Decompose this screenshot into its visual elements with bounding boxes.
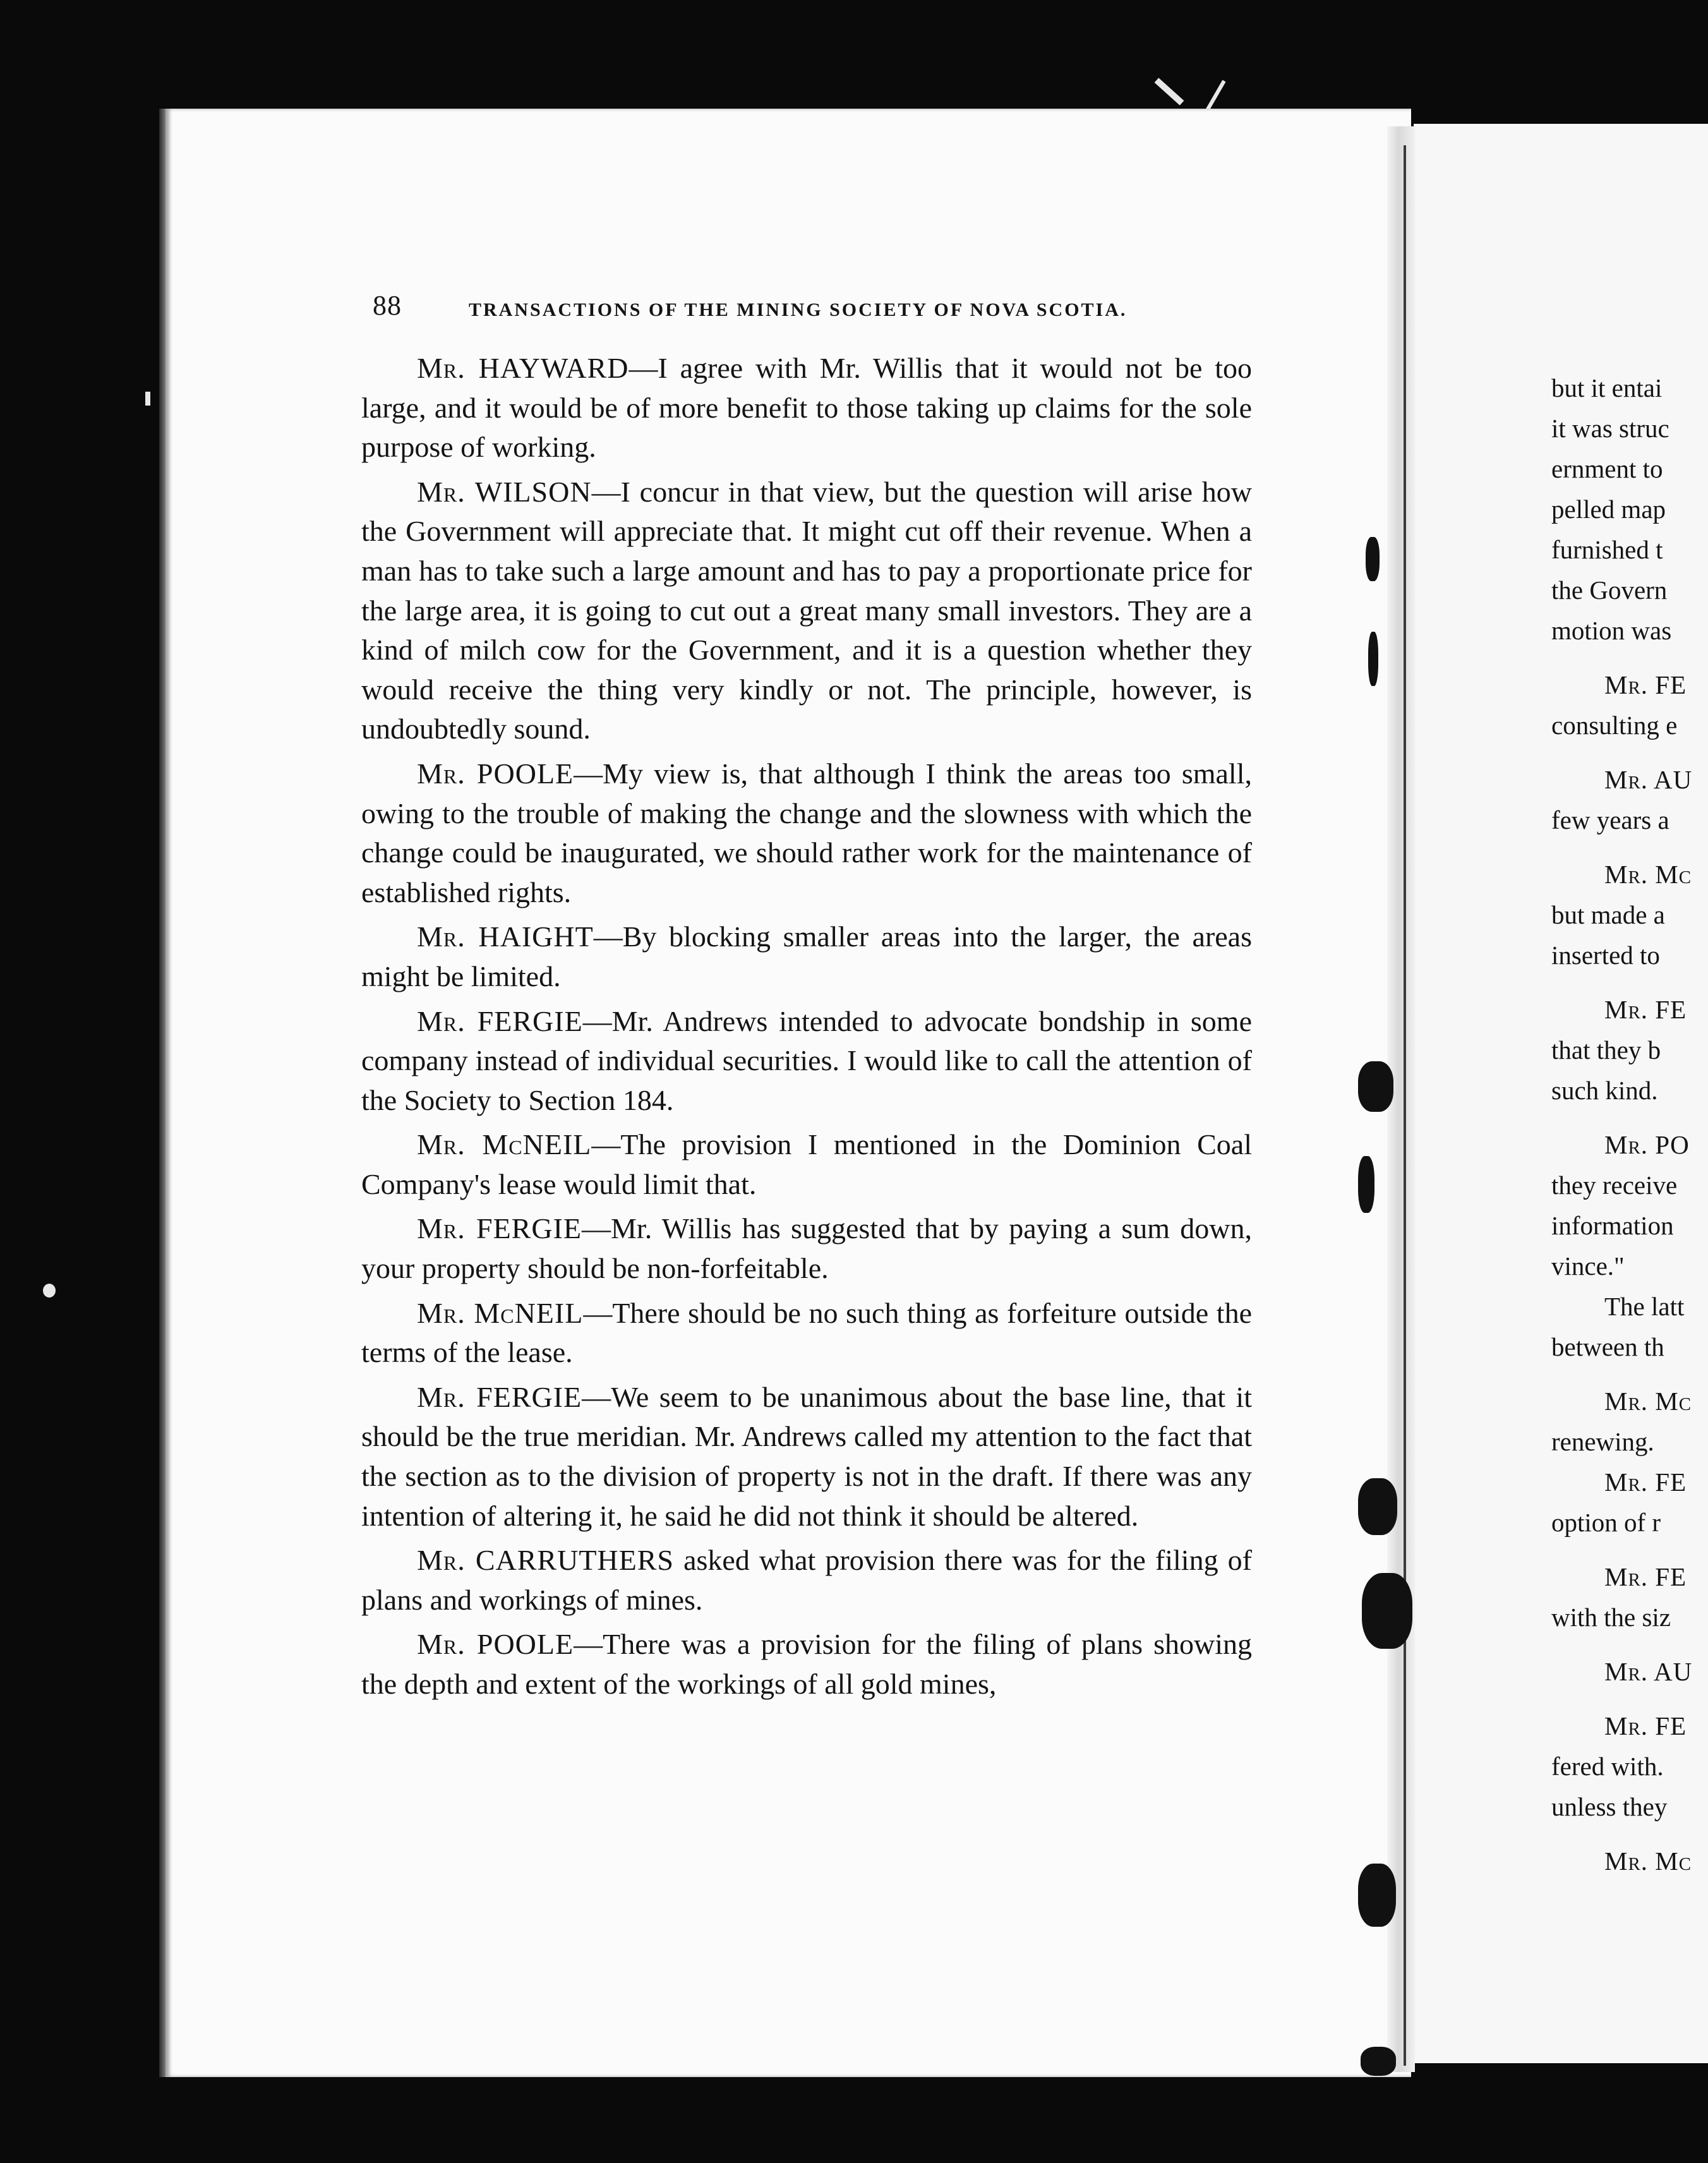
paragraph-text: —The provision I mentioned in the Dominion Coal Company's lease would limit that. (361, 1128, 1252, 1200)
paragraph-text: —Mr. Willis has suggested that by paying a sum down, your property should be non-forfeitable. (361, 1212, 1252, 1285)
facing-line: with the siz (1551, 1603, 1671, 1632)
paragraph-text: —I agree with Mr. Willis that it would not be too large, and it would be of more benefit to those taking up claims for the sole purpose of working. (361, 352, 1252, 464)
facing-line: fered with. (1551, 1752, 1664, 1781)
speaker-name: Mr. CARRUTHERS (417, 1544, 674, 1577)
facing-line: Mr. Mc (1604, 1387, 1692, 1416)
scan-mark (1155, 78, 1184, 105)
facing-line: option of r (1551, 1508, 1661, 1537)
facing-line: ernment to (1551, 454, 1663, 483)
facing-line: Mr. PO (1604, 1130, 1690, 1159)
facing-line: it was struc (1551, 414, 1669, 443)
facing-line: but it entai (1551, 373, 1663, 402)
gutter-line (1404, 145, 1406, 2066)
binding-smudge (1358, 1061, 1393, 1112)
facing-line: The latt (1604, 1292, 1685, 1321)
speaker-name: Mr. McNEIL (417, 1296, 584, 1329)
paragraph-gap (1551, 651, 1708, 665)
binding-smudge (1358, 1478, 1397, 1535)
page-number: 88 (373, 290, 402, 321)
paragraph (361, 473, 1252, 749)
speaker-name: Mr. McNEIL (417, 1128, 592, 1161)
binding-smudge (1358, 1864, 1396, 1927)
facing-line: vince." (1551, 1251, 1625, 1280)
paragraph-gap (1551, 1692, 1708, 1706)
paragraph-gap (1551, 1637, 1708, 1651)
binding-smudge (1366, 537, 1380, 581)
paragraph-gap (1551, 1827, 1708, 1841)
facing-line: such kind. (1551, 1076, 1658, 1105)
body-text (361, 349, 1252, 1709)
facing-line: Mr. FE (1604, 1562, 1687, 1591)
speaker-name: Mr. FERGIE (417, 1212, 582, 1245)
facing-line: few years a (1551, 805, 1669, 834)
facing-line: furnished t (1551, 535, 1663, 564)
paragraph (361, 1209, 1252, 1288)
facing-line: Mr. FE (1604, 995, 1687, 1024)
facing-line: that they b (1551, 1035, 1661, 1064)
paragraph (361, 1625, 1252, 1704)
paragraph-gap (1551, 745, 1708, 759)
speaker-name: Mr. HAYWARD (417, 352, 629, 384)
facing-line: they receive (1551, 1171, 1678, 1200)
paragraph-text: —By blocking smaller areas into the larger, the areas might be limited. (361, 920, 1252, 992)
speaker-name: Mr. POOLE (417, 1628, 574, 1661)
facing-line: Mr. FE (1604, 670, 1687, 699)
speaker-name: Mr. POOLE (417, 757, 574, 790)
facing-line: Mr. AU (1604, 765, 1693, 794)
facing-line: unless they (1551, 1792, 1668, 1821)
facing-line: between th (1551, 1332, 1664, 1361)
paragraph-text: —Mr. Andrews intended to advocate bondship in some company instead of individual securities. I would like to call the attention of the Society to Section 184. (361, 1004, 1253, 1116)
paragraph (361, 1294, 1252, 1373)
facing-line: consulting e (1551, 711, 1678, 740)
paragraph (361, 754, 1252, 912)
facing-line: inserted to (1551, 941, 1660, 970)
speaker-name: Mr. WILSON (417, 475, 592, 508)
facing-line: information (1551, 1211, 1674, 1240)
paragraph-text: —There was a provision for the filing of plans showing the depth and extent of the workings of all gold mines, (361, 1628, 1252, 1700)
facing-line: Mr. AU (1604, 1657, 1693, 1686)
paragraph (361, 917, 1252, 996)
paragraph-gap (1551, 840, 1708, 854)
scan-mark (145, 392, 150, 406)
paragraph (361, 1378, 1252, 1536)
facing-line: the Govern (1551, 575, 1668, 605)
paragraph-text: —My view is, that although I think the areas too small, owing to the trouble of making the change and the slowness with which the change could be inaugurated, we should rather work for the maintenance of established rights. (361, 757, 1252, 908)
paragraph-gap (1551, 1543, 1708, 1557)
facing-line: renewing. (1551, 1427, 1654, 1456)
binding-smudge (1358, 1156, 1374, 1213)
facing-line: Mr. Mc (1604, 860, 1692, 889)
paragraph-gap (1551, 975, 1708, 989)
scan-mark (43, 1284, 56, 1298)
paragraph (361, 1541, 1252, 1620)
facing-line: pelled map (1551, 495, 1666, 524)
paragraph-gap (1551, 1367, 1708, 1381)
speaker-name: Mr. FERGIE (417, 1380, 582, 1413)
paragraph (361, 1125, 1252, 1204)
paragraph-text: —We seem to be unanimous about the base line, that it should be the true meridian. Mr. Andrews called my attention to the fact that the section as to the division of property is not in the draft. If there was any intention of altering it, he said he did not think it should be altered. (361, 1380, 1253, 1532)
paragraph (361, 349, 1252, 467)
facing-line: but made a (1551, 900, 1665, 929)
facing-line: Mr. FE (1604, 1711, 1687, 1740)
speaker-name: Mr. FERGIE (417, 1004, 583, 1037)
paragraph (361, 1002, 1252, 1121)
paragraph-text: —I concur in that view, but the question will arise how the Government will appreciate that. It might cut off their revenue. When a man has to take such a large amount and has to pay a proportionate price for the large area, it is going to cut out a great many small investors. They are a kind of milch cow for the Government, and it is a question whether they would receive the thing very kindly or not. The principle, however, is undoubtedly sound. (361, 475, 1252, 745)
paragraph-gap (1551, 1111, 1708, 1124)
facing-page-text (1551, 368, 1708, 1881)
binding-smudge (1361, 2047, 1396, 2076)
binding-smudge (1368, 632, 1378, 686)
facing-line: Mr. Mc (1604, 1847, 1692, 1876)
binding-smudge (1362, 1573, 1412, 1649)
speaker-name: Mr. HAIGHT (417, 920, 594, 953)
facing-line: Mr. FE (1604, 1467, 1687, 1497)
paragraph-text: —There should be no such thing as forfeiture outside the terms of the lease. (361, 1296, 1252, 1369)
paragraph-text: asked what provision there was for the filing of plans and workings of mines. (361, 1544, 1252, 1616)
running-head: TRANSACTIONS OF THE MINING SOCIETY OF NOVA SCOTIA. (469, 299, 1128, 320)
facing-line: motion was (1551, 616, 1672, 645)
